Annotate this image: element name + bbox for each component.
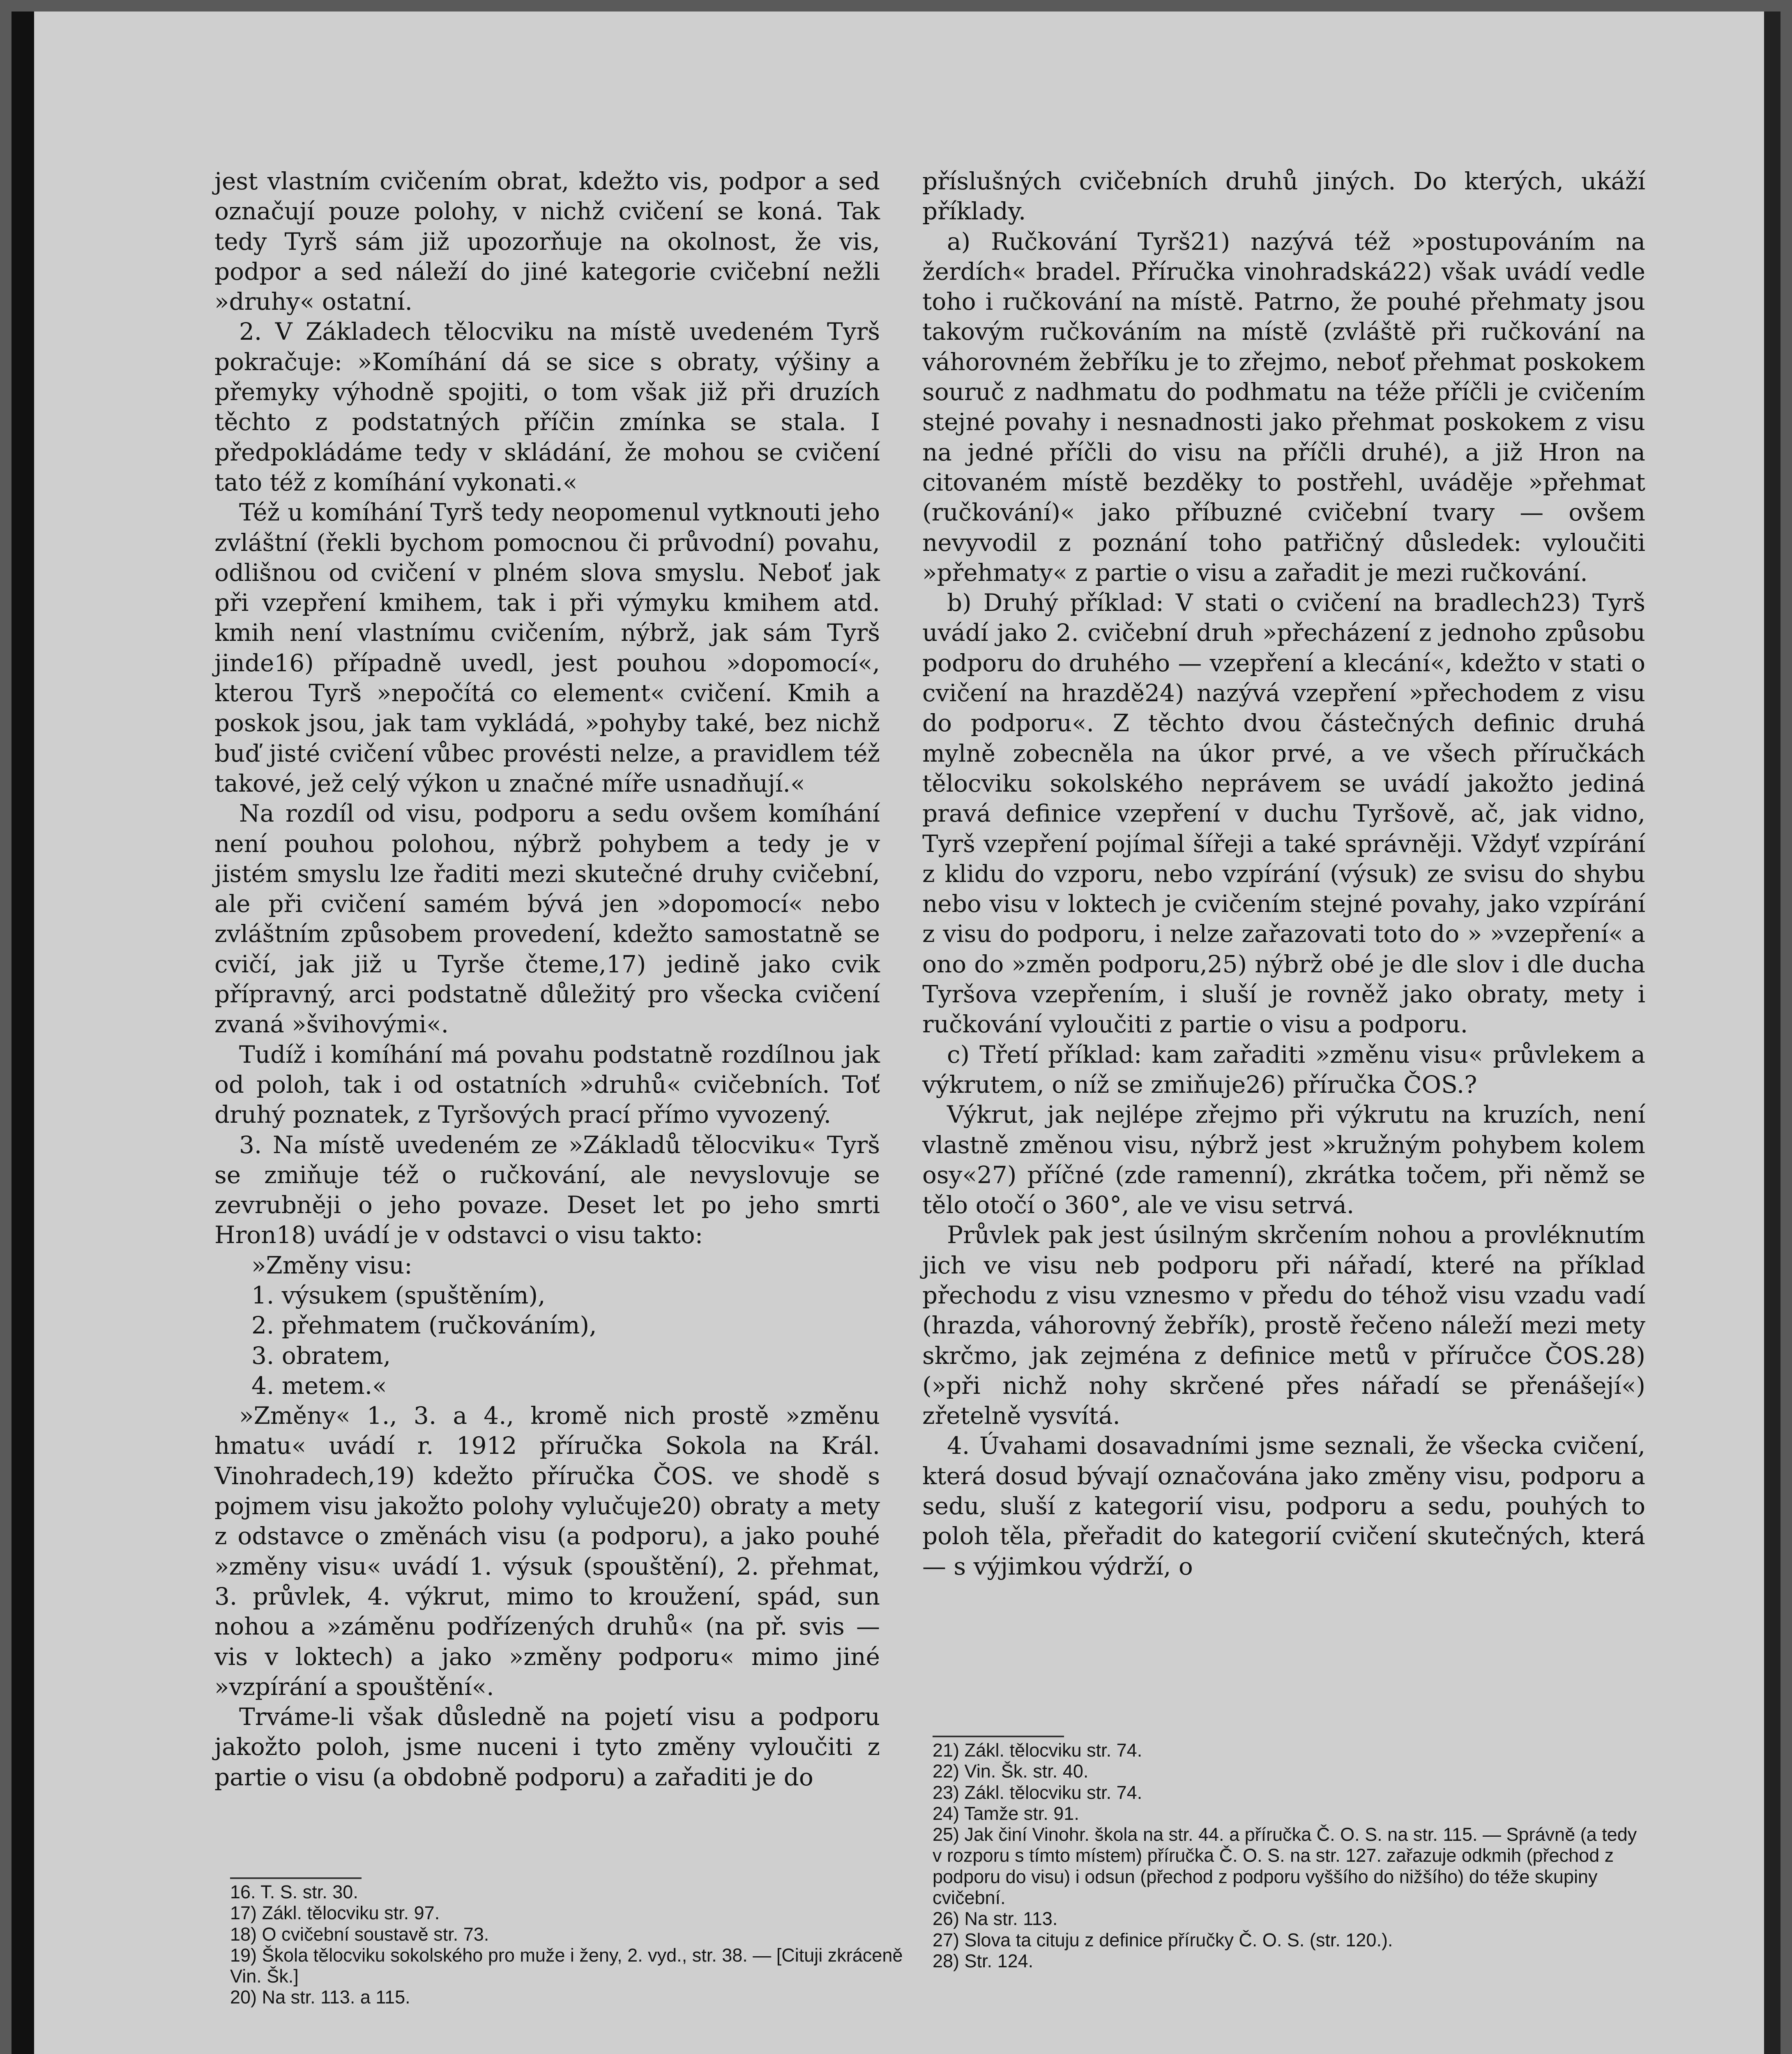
footnote: 20) Na str. 113. a 115. [230,1987,410,2008]
paragraph: 4. Úvahami dosavadními jsme seznali, že všecka cvičení, která dosud bývají označována jako změny visu, podporu a sedu, sluší z kategorií visu, podporu a sedu, pouhých to poloh těla, přeřadit do kategorií cvičení skutečných, která — s výjimkou výdrží, o [922,1432,1645,1580]
paragraph: Tudíž i komíhání má povahu podstatně rozdílnou jak od poloh, tak i od ostatních »druhů« cvičebních. Toť druhý poznatek, z Tyršových prací přímo vyvozený. [214,1040,880,1129]
paragraph: jest vlastním cvičením obrat, kdežto vis, podpor a sed označují pouze polohy, v nichž cvičení se koná. Tak tedy Tyrš sám již upozorňuje na okolnost, že vis, podpor a sed náleží do jiné kategorie cvičební nežli »druhy« ostatní. [214,167,880,316]
footnote-separator [230,1877,362,1879]
footnote: 18) O cvičební soustavě str. 73. [230,1923,489,1945]
paragraph: »Změny« 1., 3. a 4., kromě nich prostě »změnu hmatu« uvádí r. 1912 příručka Sokola na Král. Vinohradech,19) kdežto příručka ČOS. ve shodě s pojmem visu jakožto polohy vylučuje20) obraty a mety z odstavce o změnách visu (a podporu), a jako pouhé »změny visu« uvádí 1. výsuk (spouštění), 2. přehmat, 3. průvlek, 4. výkrut, mimo to kroužení, spád, sun nohou a »záměnu podřízených druhů« (na př. svis — vis v loktech) a jako »změny podporu« mimo jiné »vzpírání a spouštění«. [214,1402,880,1701]
footnote: 22) Vin. Šk. str. 40. [933,1761,1089,1782]
right-footnotes [933,1740,1647,1971]
paragraph: Na rozdíl od visu, podporu a sedu ovšem komíhání není pouhou polohou, nýbrž pohybem a tedy je v jistém smyslu lze řaditi mezi skutečné druhy cvičební, ale při cvičení samém bývá jen »dopomocí« nebo zvláštním způsobem provedení, kdežto samostatně se cvičí, jak již u Tyrše čteme,17) jedině jako cvik přípravný, arci podstatně důležitý pro všecka cvičení zvaná »švihovými«. [214,799,880,1039]
footnote: 16. T. S. str. 30. [230,1881,358,1902]
scan-edge-right [1764,12,1780,2054]
list-item: 2. přehmatem (ručkováním), [251,1311,597,1340]
paragraph: c) Třetí příklad: kam zařaditi »změnu visu« průvlekem a výkrutem, o níž se zmiňuje26) příručka ČOS.? [922,1040,1645,1098]
paragraph: b) Druhý příklad: V stati o cvičení na bradlech23) Tyrš uvádí jako 2. cvičební druh »přecházení z jednoho způsobu podporu do druhého — vzepření a klecání«, kdežto v stati o cvičení na hrazdě24) nazývá vzepření »přechodem z visu do podporu«. Z těchto dvou částečných definic druhá mylně zobecněla na úkor prvé, a ve všech příručkách tělocviku sokolského neprávem se uvádí jakožto jediná pravá definice vzepření v duchu Tyršově, ač, jak vidno, Tyrš vzepření pojímal šířeji a také správněji. Vždyť vzpírání z klidu do vzporu, nebo vzpírání (výsuk) ze svisu do shybu nebo visu v loktech je cvičením stejné povahy, jako vzpírání z visu do podporu, i nelze zařazovati toto do » »vzepření« a ono do »změn podporu,25) nýbrž obé je dle slov i dle ducha Tyršova vzepřením, i sluší je rovněž jako obraty, mety i ručkování vyloučiti z partie o visu a podporu. [922,589,1645,1039]
paragraph: příslušných cvičebních druhů jiných. Do kterých, ukáží příklady. [922,167,1645,226]
paragraph: Průvlek pak jest úsilným skrčením nohou a provléknutím jich ve visu neb podporu při nářadí, které na příklad přechodu z visu vznesmo v předu do téhož visu vzadu vadí (hrazda, váhorovný žebřík), prostě řečeno náleží mezi mety skrčmo, jak zejména z definice metů v příručce ČOS.28) (»při nichž nohy skrčené přes nářadí se přenášejí«) zřetelně vysvítá. [922,1221,1645,1430]
paragraph: 2. V Základech tělocviku na místě uvedeném Tyrš pokračuje: »Komíhání dá se sice s obraty, výšiny a přemyky výhodně spojiti, o tom však již při druzích těchto z podstatných příčin zmínka se stala. I předpokládáme tedy v skládání, že mohou se cvičení tato též z komíhání vykonati.« [214,318,880,496]
scan-edge-left [12,12,34,2054]
left-text-column [214,166,880,1792]
footnote: 17) Zákl. tělocviku str. 97. [230,1902,440,1924]
paragraph: Trváme-li však důsledně na pojetí visu a podporu jakožto poloh, jsme nuceni i tyto změny vyloučiti z partie o visu (a obdobně podporu) a zařaditi je do [214,1703,880,1791]
footnote: 25) Jak činí Vinohr. škola na str. 44. a příručka Č. O. S. na str. 115. — Správně (a tedy v rozporu s tímto místem) příručka Č. O. S. na str. 127. zařazuje odkmih (přechod z podporu do visu) i odsun (přechod z podporu vyššího do nižšího) do téže skupiny cvičební. [933,1824,1637,1909]
paragraph: 3. Na místě uvedeném ze »Základů tělocviku« Tyrš se zmiňuje též o ručkování, ale nevyslovuje se zevrubněji o jeho povaze. Deset let po jeho smrti Hron18) uvádí je v odstavci o visu takto: [214,1131,880,1249]
left-footnotes [230,1881,904,2008]
footnote: 28) Str. 124. [933,1950,1034,1971]
list-item: 3. obratem, [251,1341,391,1370]
footnote: 21) Zákl. tělocviku str. 74. [933,1740,1142,1761]
list-item: 4. metem.« [251,1371,387,1400]
right-text-column [922,166,1645,1582]
list-heading: »Změny visu: [251,1251,412,1279]
footnote: 23) Zákl. tělocviku str. 74. [933,1782,1142,1803]
footnote: 19) Škola tělocviku sokolského pro muže i ženy, 2. vyd., str. 38. — [Cituji zkráceně Vin. Šk.] [230,1944,903,1987]
footnote: 26) Na str. 113. [933,1908,1058,1930]
footnote-separator [933,1736,1064,1737]
paragraph: Výkrut, jak nejlépe zřejmo při výkrutu na kruzích, není vlastně změnou visu, nýbrž jest »kružným pohybem kolem osy«27) příčné (zde ramenní), zkrátka točem, při němž se tělo otočí o 360°, ale ve visu setrvá. [922,1101,1645,1219]
list-item: 1. výsukem (spuštěním), [251,1281,546,1309]
footnote: 24) Tamže str. 91. [933,1803,1079,1824]
footnote: 27) Slova ta cituju z definice příručky Č. O. S. (str. 120.). [933,1929,1393,1950]
paragraph: Též u komíhání Tyrš tedy neopomenul vytknouti jeho zvláštní (řekli bychom pomocnou či průvodní) povahu, odlišnou od cvičení v plném slova smyslu. Neboť jak při vzepření kmihem, tak i při výmyku kmihem atd. kmih není vlastnímu cvičením, nýbrž, jak sám Tyrš jinde16) případně uvedl, jest pouhou »dopomocí«, kterou Tyrš »nepočítá co element« cvičení. Kmih a poskok jsou, jak tam vykládá, »pohyby také, bez nichž buď jisté cvičení vůbec provésti nelze, a pravidlem též takové, jež celý výkon u značné míře usnadňují.« [214,498,880,797]
paragraph: a) Ručkování Tyrš21) nazývá též »postupováním na žerdích« bradel. Příručka vinohradská22) však uvádí vedle toho i ručkování na místě. Patrno, že pouhé přehmaty jsou takovým ručkováním na místě (zvláště při ručkování na váhorovném žebříku je to zřejmo, neboť přehmat poskokem souruč z nadhmatu do podhmatu na téže příčli je cvičením stejné povahy i nesnadnosti jako přehmat poskokem z visu na jedné příčli do visu na příčli druhé), a již Hron na citovaném místě bezděky to postřehl, uváděje »přehmat (ručkování)« jako příbuzné cvičební tvary — ovšem nevyvodil z poznání toho patřičný důsledek: vyloučiti »přehmaty« z partie o visu a zařadit je mezi ručkování. [922,227,1645,587]
